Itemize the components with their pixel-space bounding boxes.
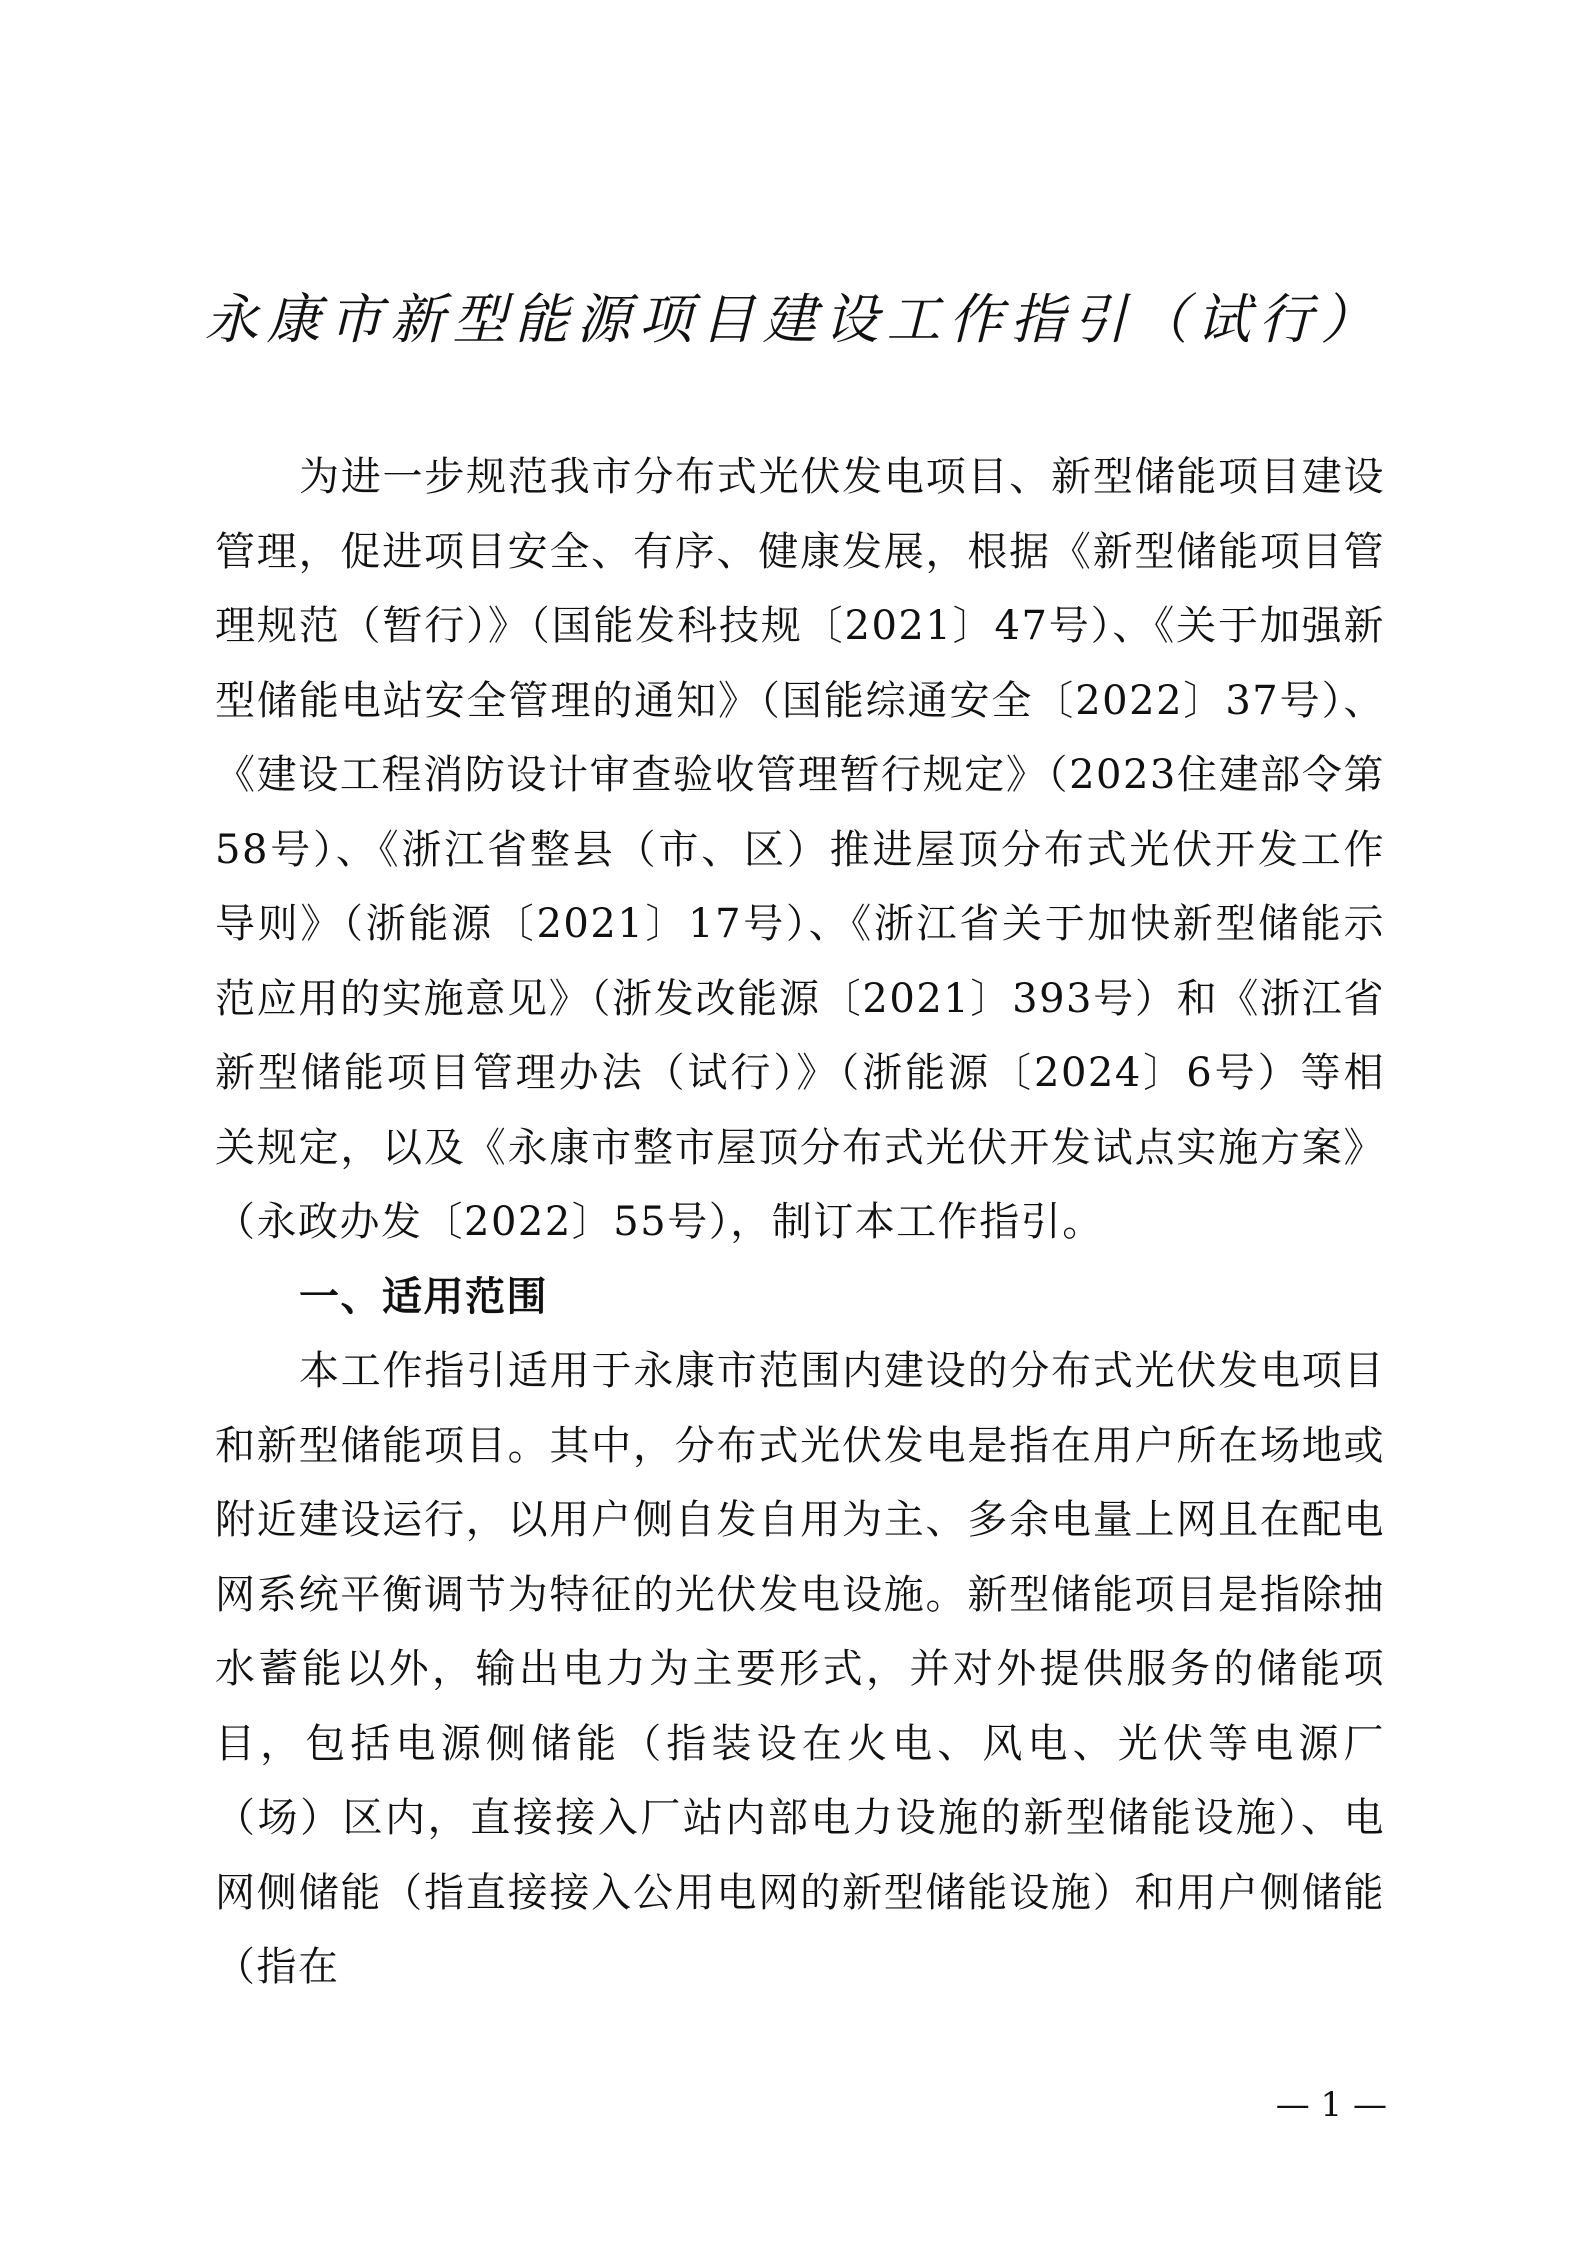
document-title: 永康市新型能源项目建设工作指引（试行） xyxy=(204,288,1383,351)
intro-paragraph: 为进一步规范我市分布式光伏发电项目、新型储能项目建设管理，促进项目安全、有序、健康发展，根据《新型储能项目管理规范（暂行）》（国能发科技规〔2021〕47号）、《关于加强新型储能电站安全管理的通知》（国能综通安全〔2022〕37号）、《建设工程消防设计审查验收管理暂行规定》（2023住建部令第58号）、《浙江省整县（市、区）推进屋顶分布式光伏开发工作导则》（浙能源〔2021〕17号）、《浙江省关于加快新型储能示范应用的实施意见》（浙发改能源〔2021〕393号）和《浙江省新型储能项目管理办法（试行）》（浙能源〔2024〕6号）等相关规定，以及《永康市整市屋顶分布式光伏开发试点实施方案》（永政办发〔2022〕55号），制订本工作指引。 xyxy=(215,454,1385,1245)
page-number: — 1 — xyxy=(1275,2085,1387,2125)
scope-paragraph: 本工作指引适用于永康市范围内建设的分布式光伏发电项目和新型储能项目。其中，分布式光伏发电是指在用户所在场地或附近建设运行，以用户侧自发自用为主、多余电量上网且在配电网系统平衡调节为特征的光伏发电设施。新型储能项目是指除抽水蓄能以外，输出电力为主要形式，并对外提供服务的储能项目，包括电源侧储能（指装设在火电、风电、光伏等电源厂（场）区内，直接接入厂站内部电力设施的新型储能设施）、电网侧储能（指直接接入公用电网的新型储能设施）和用户侧储能（指在 xyxy=(215,1348,1385,1990)
document-body xyxy=(215,440,1385,2005)
section-heading-scope: 一、适用范围 xyxy=(299,1273,548,1320)
